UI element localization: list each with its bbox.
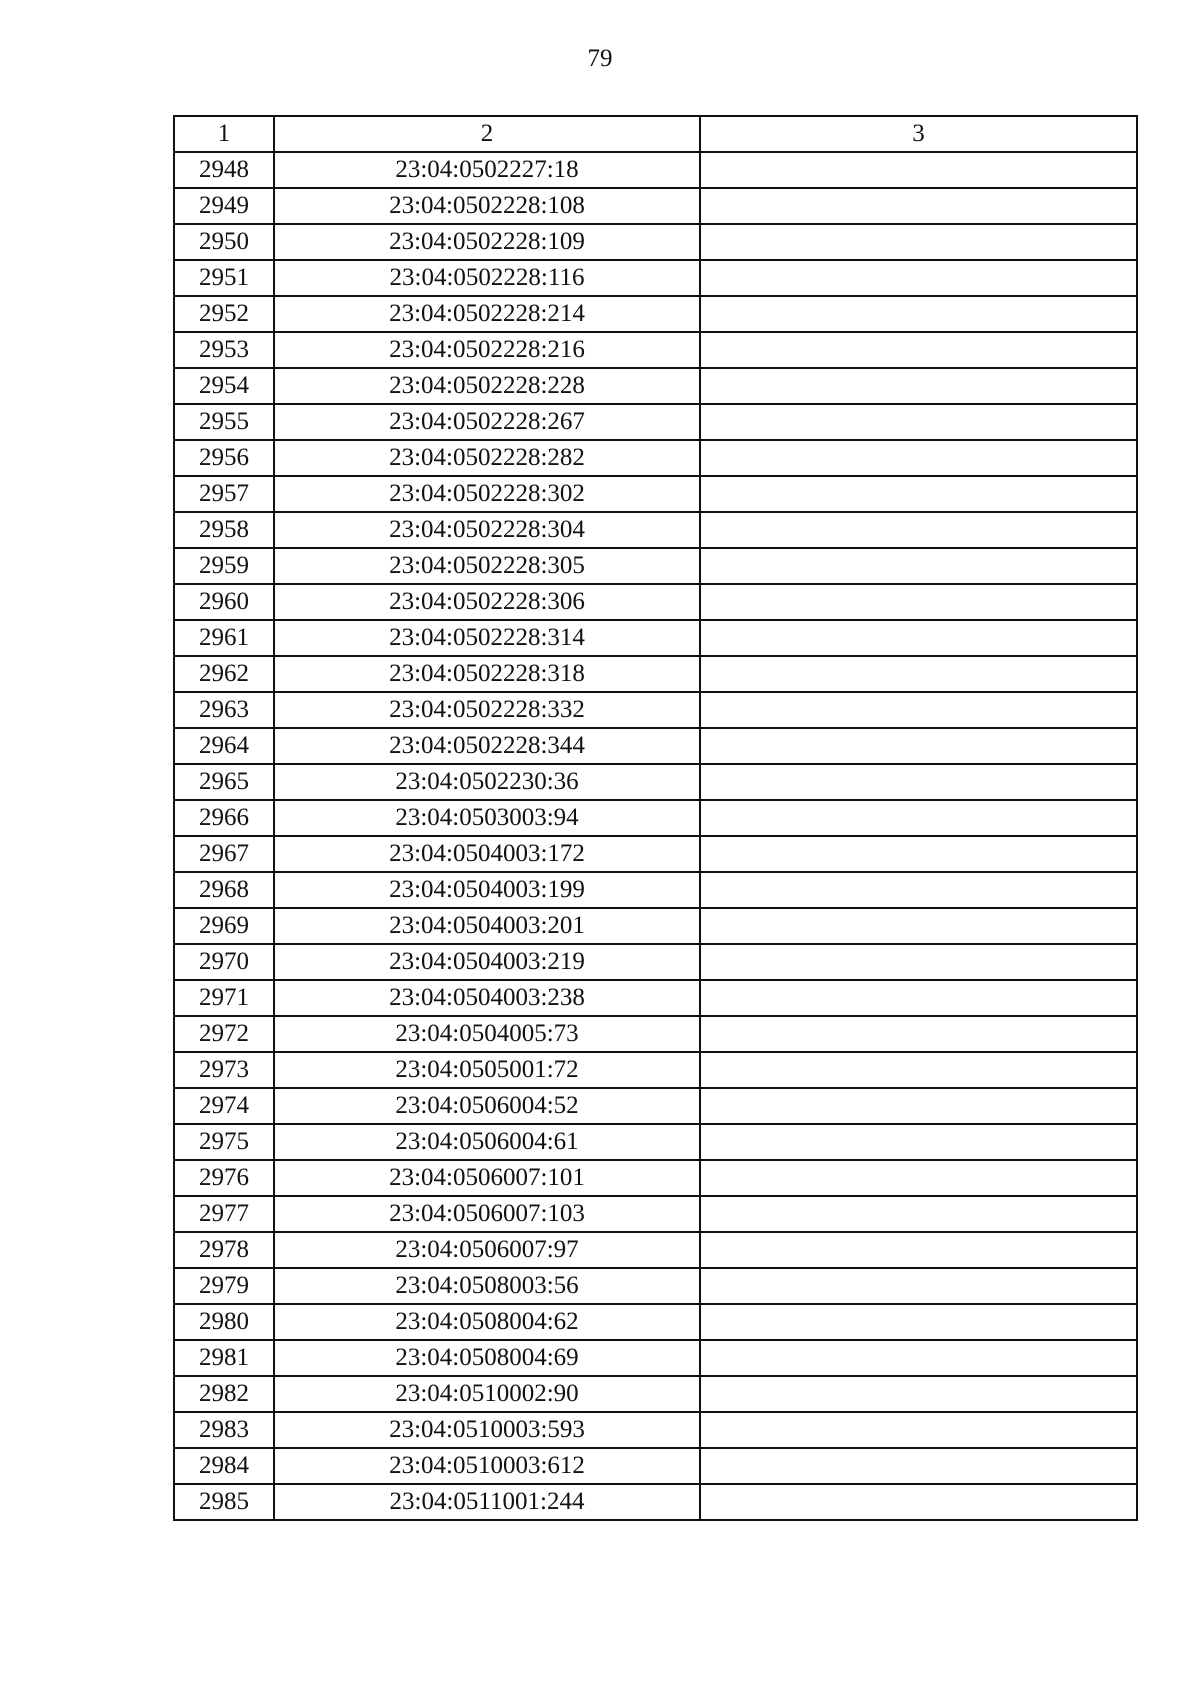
table-row [174, 944, 1137, 980]
row-number-cell: 2960 [174, 584, 274, 620]
note-cell [700, 368, 1137, 404]
header-col-1: 1 [174, 116, 274, 152]
table-row [174, 1412, 1137, 1448]
note-cell [700, 260, 1137, 296]
cadastral-number-cell: 23:04:0506007:97 [274, 1232, 700, 1268]
row-number-cell: 2971 [174, 980, 274, 1016]
row-number-cell: 2951 [174, 260, 274, 296]
cadastral-number-cell: 23:04:0506007:103 [274, 1196, 700, 1232]
table-row [174, 1016, 1137, 1052]
note-cell [700, 1232, 1137, 1268]
cadastral-number-cell: 23:04:0504005:73 [274, 1016, 700, 1052]
row-number-cell: 2977 [174, 1196, 274, 1232]
table-row [174, 152, 1137, 188]
note-cell [700, 1448, 1137, 1484]
cadastral-number-cell: 23:04:0502228:314 [274, 620, 700, 656]
table-row [174, 1052, 1137, 1088]
table-row [174, 260, 1137, 296]
note-cell [700, 836, 1137, 872]
note-cell [700, 1376, 1137, 1412]
table-row [174, 872, 1137, 908]
note-cell [700, 1196, 1137, 1232]
row-number-cell: 2982 [174, 1376, 274, 1412]
table-row [174, 584, 1137, 620]
row-number-cell: 2968 [174, 872, 274, 908]
row-number-cell: 2964 [174, 728, 274, 764]
table-row [174, 980, 1137, 1016]
note-cell [700, 620, 1137, 656]
table-row [174, 512, 1137, 548]
table-row [174, 1340, 1137, 1376]
row-number-cell: 2973 [174, 1052, 274, 1088]
note-cell [700, 1124, 1137, 1160]
table-row [174, 1196, 1137, 1232]
row-number-cell: 2958 [174, 512, 274, 548]
cadastral-number-cell: 23:04:0506007:101 [274, 1160, 700, 1196]
note-cell [700, 224, 1137, 260]
row-number-cell: 2985 [174, 1484, 274, 1520]
cadastral-number-cell: 23:04:0502228:109 [274, 224, 700, 260]
cadastral-number-cell: 23:04:0504003:172 [274, 836, 700, 872]
note-cell [700, 440, 1137, 476]
table-row [174, 1484, 1137, 1520]
row-number-cell: 2966 [174, 800, 274, 836]
row-number-cell: 2961 [174, 620, 274, 656]
row-number-cell: 2972 [174, 1016, 274, 1052]
cadastral-number-cell: 23:04:0508003:56 [274, 1268, 700, 1304]
registry-table [173, 115, 1138, 1521]
note-cell [700, 656, 1137, 692]
row-number-cell: 2969 [174, 908, 274, 944]
note-cell [700, 188, 1137, 224]
cadastral-number-cell: 23:04:0508004:62 [274, 1304, 700, 1340]
cadastral-number-cell: 23:04:0502230:36 [274, 764, 700, 800]
cadastral-number-cell: 23:04:0502228:306 [274, 584, 700, 620]
note-cell [700, 1016, 1137, 1052]
note-cell [700, 584, 1137, 620]
note-cell [700, 296, 1137, 332]
note-cell [700, 548, 1137, 584]
cadastral-number-cell: 23:04:0502228:318 [274, 656, 700, 692]
cadastral-number-cell: 23:04:0504003:201 [274, 908, 700, 944]
cadastral-number-cell: 23:04:0502228:282 [274, 440, 700, 476]
table-row [174, 1448, 1137, 1484]
note-cell [700, 152, 1137, 188]
row-number-cell: 2952 [174, 296, 274, 332]
note-cell [700, 1088, 1137, 1124]
table-header-row [174, 116, 1137, 152]
cadastral-number-cell: 23:04:0506004:61 [274, 1124, 700, 1160]
table-row [174, 1160, 1137, 1196]
row-number-cell: 2975 [174, 1124, 274, 1160]
table-row [174, 1376, 1137, 1412]
table-row [174, 692, 1137, 728]
table-row [174, 1088, 1137, 1124]
table-row [174, 332, 1137, 368]
row-number-cell: 2979 [174, 1268, 274, 1304]
table-row [174, 296, 1137, 332]
cadastral-number-cell: 23:04:0502228:116 [274, 260, 700, 296]
cadastral-number-cell: 23:04:0502228:302 [274, 476, 700, 512]
table-row [174, 440, 1137, 476]
cadastral-number-cell: 23:04:0510002:90 [274, 1376, 700, 1412]
table-row [174, 404, 1137, 440]
table-row [174, 548, 1137, 584]
note-cell [700, 728, 1137, 764]
table-row [174, 1268, 1137, 1304]
table-row [174, 908, 1137, 944]
row-number-cell: 2954 [174, 368, 274, 404]
note-cell [700, 1052, 1137, 1088]
header-col-2: 2 [274, 116, 700, 152]
note-cell [700, 908, 1137, 944]
table-row [174, 224, 1137, 260]
note-cell [700, 332, 1137, 368]
note-cell [700, 800, 1137, 836]
note-cell [700, 692, 1137, 728]
row-number-cell: 2965 [174, 764, 274, 800]
header-col-3: 3 [700, 116, 1137, 152]
cadastral-number-cell: 23:04:0502228:108 [274, 188, 700, 224]
cadastral-number-cell: 23:04:0502228:214 [274, 296, 700, 332]
note-cell [700, 1268, 1137, 1304]
cadastral-number-cell: 23:04:0504003:199 [274, 872, 700, 908]
cadastral-number-cell: 23:04:0510003:593 [274, 1412, 700, 1448]
table-row [174, 620, 1137, 656]
cadastral-number-cell: 23:04:0502228:216 [274, 332, 700, 368]
row-number-cell: 2957 [174, 476, 274, 512]
row-number-cell: 2962 [174, 656, 274, 692]
cadastral-number-cell: 23:04:0502228:305 [274, 548, 700, 584]
cadastral-number-cell: 23:04:0502228:344 [274, 728, 700, 764]
table-row [174, 764, 1137, 800]
cadastral-number-cell: 23:04:0506004:52 [274, 1088, 700, 1124]
row-number-cell: 2953 [174, 332, 274, 368]
table-row [174, 800, 1137, 836]
cadastral-number-cell: 23:04:0504003:238 [274, 980, 700, 1016]
cadastral-number-cell: 23:04:0511001:244 [274, 1484, 700, 1520]
cadastral-number-cell: 23:04:0505001:72 [274, 1052, 700, 1088]
note-cell [700, 404, 1137, 440]
cadastral-number-cell: 23:04:0508004:69 [274, 1340, 700, 1376]
row-number-cell: 2967 [174, 836, 274, 872]
cadastral-number-cell: 23:04:0502227:18 [274, 152, 700, 188]
note-cell [700, 1412, 1137, 1448]
table-body [174, 116, 1137, 1520]
row-number-cell: 2976 [174, 1160, 274, 1196]
cadastral-number-cell: 23:04:0504003:219 [274, 944, 700, 980]
page-number: 79 [587, 45, 613, 72]
row-number-cell: 2950 [174, 224, 274, 260]
row-number-cell: 2983 [174, 1412, 274, 1448]
row-number-cell: 2956 [174, 440, 274, 476]
note-cell [700, 980, 1137, 1016]
table-row [174, 656, 1137, 692]
note-cell [700, 872, 1137, 908]
table-row [174, 476, 1137, 512]
row-number-cell: 2959 [174, 548, 274, 584]
note-cell [700, 764, 1137, 800]
cadastral-number-cell: 23:04:0502228:228 [274, 368, 700, 404]
cadastral-number-cell: 23:04:0510003:612 [274, 1448, 700, 1484]
note-cell [700, 512, 1137, 548]
note-cell [700, 1160, 1137, 1196]
cadastral-number-cell: 23:04:0502228:332 [274, 692, 700, 728]
table-row [174, 1304, 1137, 1340]
table-row [174, 368, 1137, 404]
table-row [174, 188, 1137, 224]
cadastral-number-cell: 23:04:0503003:94 [274, 800, 700, 836]
cadastral-number-cell: 23:04:0502228:267 [274, 404, 700, 440]
row-number-cell: 2981 [174, 1340, 274, 1376]
row-number-cell: 2978 [174, 1232, 274, 1268]
row-number-cell: 2948 [174, 152, 274, 188]
table-row [174, 1124, 1137, 1160]
table-row [174, 1232, 1137, 1268]
note-cell [700, 476, 1137, 512]
note-cell [700, 1340, 1137, 1376]
row-number-cell: 2963 [174, 692, 274, 728]
table-row [174, 728, 1137, 764]
row-number-cell: 2949 [174, 188, 274, 224]
row-number-cell: 2974 [174, 1088, 274, 1124]
row-number-cell: 2955 [174, 404, 274, 440]
row-number-cell: 2970 [174, 944, 274, 980]
note-cell [700, 944, 1137, 980]
table-row [174, 836, 1137, 872]
row-number-cell: 2984 [174, 1448, 274, 1484]
cadastral-number-cell: 23:04:0502228:304 [274, 512, 700, 548]
note-cell [700, 1484, 1137, 1520]
note-cell [700, 1304, 1137, 1340]
row-number-cell: 2980 [174, 1304, 274, 1340]
